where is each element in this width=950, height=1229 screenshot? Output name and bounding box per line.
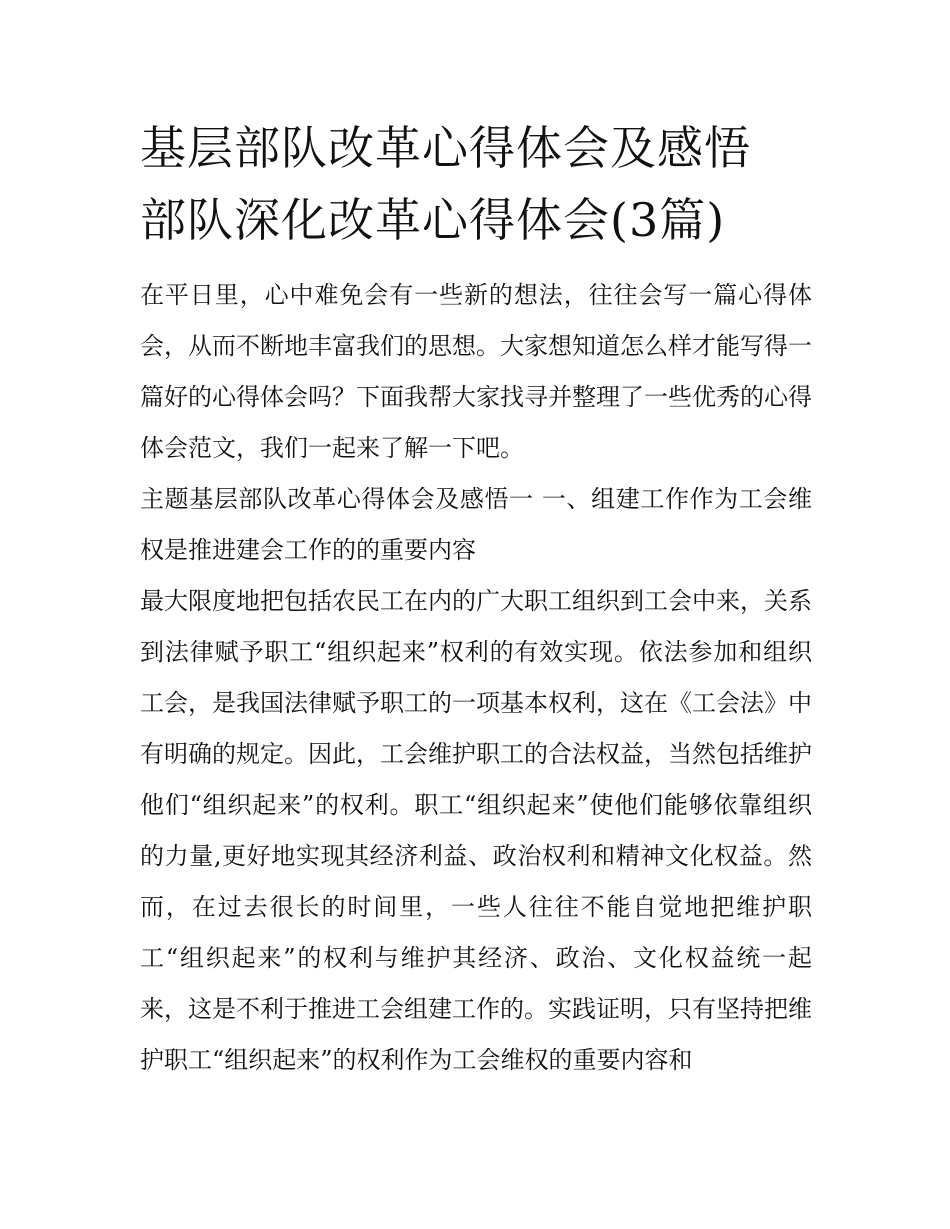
document-title bbox=[140, 112, 812, 256]
body-paragraph: 最大限度地把包括农民工在内的广大职工组织到工会中来，关系到法律赋予职工“组织起来”权利的有效实现。依法参加和组织工会，是我国法律赋予职工的一项基本权利，这在《工会法》中有明确的规定。因此，工会维护职工的合法权益，当然包括维护他们“组织起来”的权利。职工“组织起来”使他们能够依靠组织的力量,更好地实现其经济利益、政治权利和精神文化权益。然而，在过去很长的时间里，一些人往往不能自觉地把维护职工“组织起来”的权利与维护其经济、政治、文化权益统一起来，这是不利于推进工会组建工作的。实践证明，只有坚持把维护职工“组织起来”的权利作为工会维权的重要内容和 bbox=[140, 587, 812, 1074]
title-line-2: 部队深化改革心得体会(3篇) bbox=[140, 193, 726, 247]
section-heading-paragraph: 主题基层部队改革心得体会及感悟一 一、组建工作作为工会维权是推进建会工作的的重要内容 bbox=[140, 485, 812, 564]
document-body bbox=[140, 270, 812, 1086]
document-page bbox=[140, 112, 812, 1086]
title-line-1: 基层部队改革心得体会及感悟 bbox=[140, 121, 751, 175]
intro-paragraph: 在平日里，心中难免会有一些新的想法，往往会写一篇心得体会，从而不断地丰富我们的思想。大家想知道怎么样才能写得一篇好的心得体会吗？下面我帮大家找寻并整理了一些优秀的心得体会范文，我们一起来了解一下吧。 bbox=[140, 281, 812, 462]
